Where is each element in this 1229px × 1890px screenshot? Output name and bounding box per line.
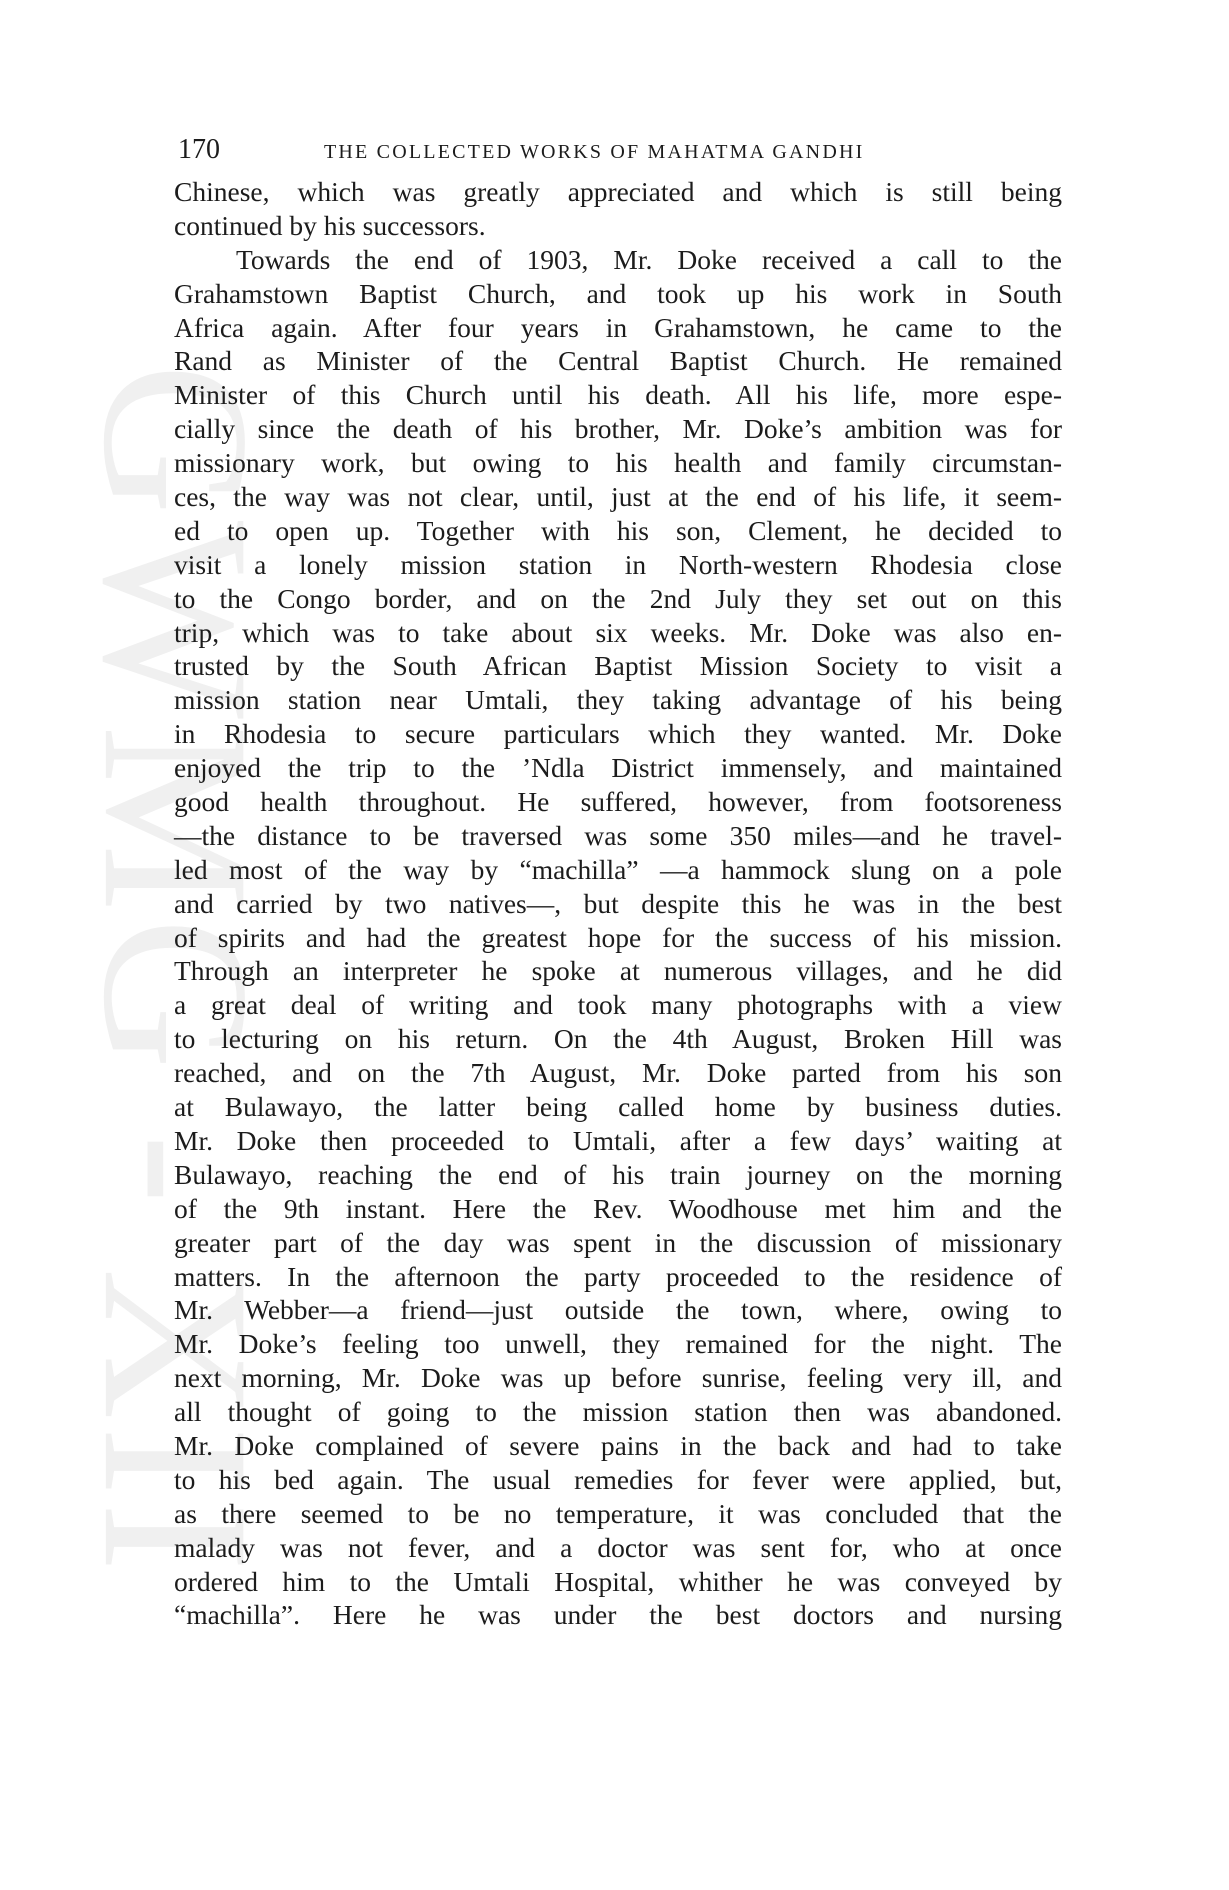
text-line: Mr. Webber—a friend—just outside the town, where, owing to <box>174 1294 1062 1326</box>
text-line: ces, the way was not clear, until, just at the end of his life, it seem- <box>174 481 1062 513</box>
text-line: —the distance to be traversed was some 350 miles—and he travel- <box>174 819 1062 851</box>
page-number: 170 <box>178 134 220 165</box>
text-line: mission station near Umtali, they taking advantage of his being <box>174 684 1062 716</box>
text-line: visit a lonely mission station in North-western Rhodesia close <box>174 548 1062 580</box>
text-line: as there seemed to be no temperature, it was concluded that the <box>174 1497 1062 1529</box>
text-line: matters. In the afternoon the party proceeded to the residence of <box>174 1260 1062 1292</box>
text-line: ed to open up. Together with his son, Clement, he decided to <box>174 514 1062 546</box>
text-line: Mr. Doke complained of severe pains in the back and had to take <box>174 1429 1062 1461</box>
text-line: in Rhodesia to secure particulars which they wanted. Mr. Doke <box>174 718 1062 750</box>
text-line: of the 9th instant. Here the Rev. Woodhouse met him and the <box>174 1192 1062 1224</box>
text-line: Through an interpreter he spoke at numerous villages, and he did <box>174 955 1062 987</box>
text-line: at Bulawayo, the latter being called home by business duties. <box>174 1091 1062 1123</box>
text-line: malady was not fever, and a doctor was sent for, who at once <box>174 1531 1062 1563</box>
text-line: of spirits and had the greatest hope for the success of his mission. <box>174 921 1062 953</box>
text-line: led most of the way by “machilla” —a hammock slung on a pole <box>174 853 1062 885</box>
text-line: Africa again. After four years in Grahamstown, he came to the <box>174 311 1062 343</box>
text-line: Rand as Minister of the Central Baptist Church. He remained <box>174 345 1062 377</box>
text-line: Chinese, which was greatly appreciated and which is still being <box>174 176 1062 207</box>
text-line: good health throughout. He suffered, however, from footsoreness <box>174 786 1062 818</box>
text-line: Mr. Doke then proceeded to Umtali, after a few days’ waiting at <box>174 1124 1062 1156</box>
body-text <box>174 175 1062 1632</box>
text-line: Bulawayo, reaching the end of his train journey on the morning <box>174 1158 1062 1190</box>
text-line: Towards the end of 1903, Mr. Doke received a call to the <box>236 243 1062 275</box>
text-line: greater part of the day was spent in the discussion of missionary <box>174 1226 1062 1258</box>
text-line: Minister of this Church until his death. All his life, more espe- <box>174 379 1062 411</box>
text-line: continued by his successors. <box>174 209 486 241</box>
text-line: a great deal of writing and took many photographs with a view <box>174 989 1062 1021</box>
text-line: missionary work, but owing to his health and family circumstan- <box>174 447 1062 479</box>
text-line: Mr. Doke’s feeling too unwell, they remained for the night. The <box>174 1328 1062 1360</box>
text-line: trip, which was to take about six weeks. Mr. Doke was also en- <box>174 616 1062 648</box>
text-line: cially since the death of his brother, Mr. Doke’s ambition was for <box>174 413 1062 445</box>
book-title: THE COLLECTED WORKS OF MAHATMA GANDHI <box>324 141 865 163</box>
text-line: ordered him to the Umtali Hospital, whither he was conveyed by <box>174 1565 1062 1597</box>
text-line: to the Congo border, and on the 2nd July they set out on this <box>174 582 1062 614</box>
text-line: and carried by two natives—, but despite this he was in the best <box>174 887 1062 919</box>
running-head <box>178 130 1078 170</box>
text-line: trusted by the South African Baptist Mission Society to visit a <box>174 650 1062 682</box>
text-line: Grahamstown Baptist Church, and took up his work in South <box>174 277 1062 309</box>
text-line: “machilla”. Here he was under the best doctors and nursing <box>174 1599 1062 1631</box>
text-line: all thought of going to the mission station then was abandoned. <box>174 1396 1062 1428</box>
text-line: reached, and on the 7th August, Mr. Doke parted from his son <box>174 1057 1062 1089</box>
text-line: next morning, Mr. Doke was up before sunrise, feeling very ill, and <box>174 1362 1062 1394</box>
text-line: enjoyed the trip to the ’Ndla District immensely, and maintained <box>174 752 1062 784</box>
text-line: to his bed again. The usual remedies for fever were applied, but, <box>174 1463 1062 1495</box>
watermark-text: GWMG - XII <box>59 362 292 1578</box>
text-line: to lecturing on his return. On the 4th August, Broken Hill was <box>174 1023 1062 1055</box>
